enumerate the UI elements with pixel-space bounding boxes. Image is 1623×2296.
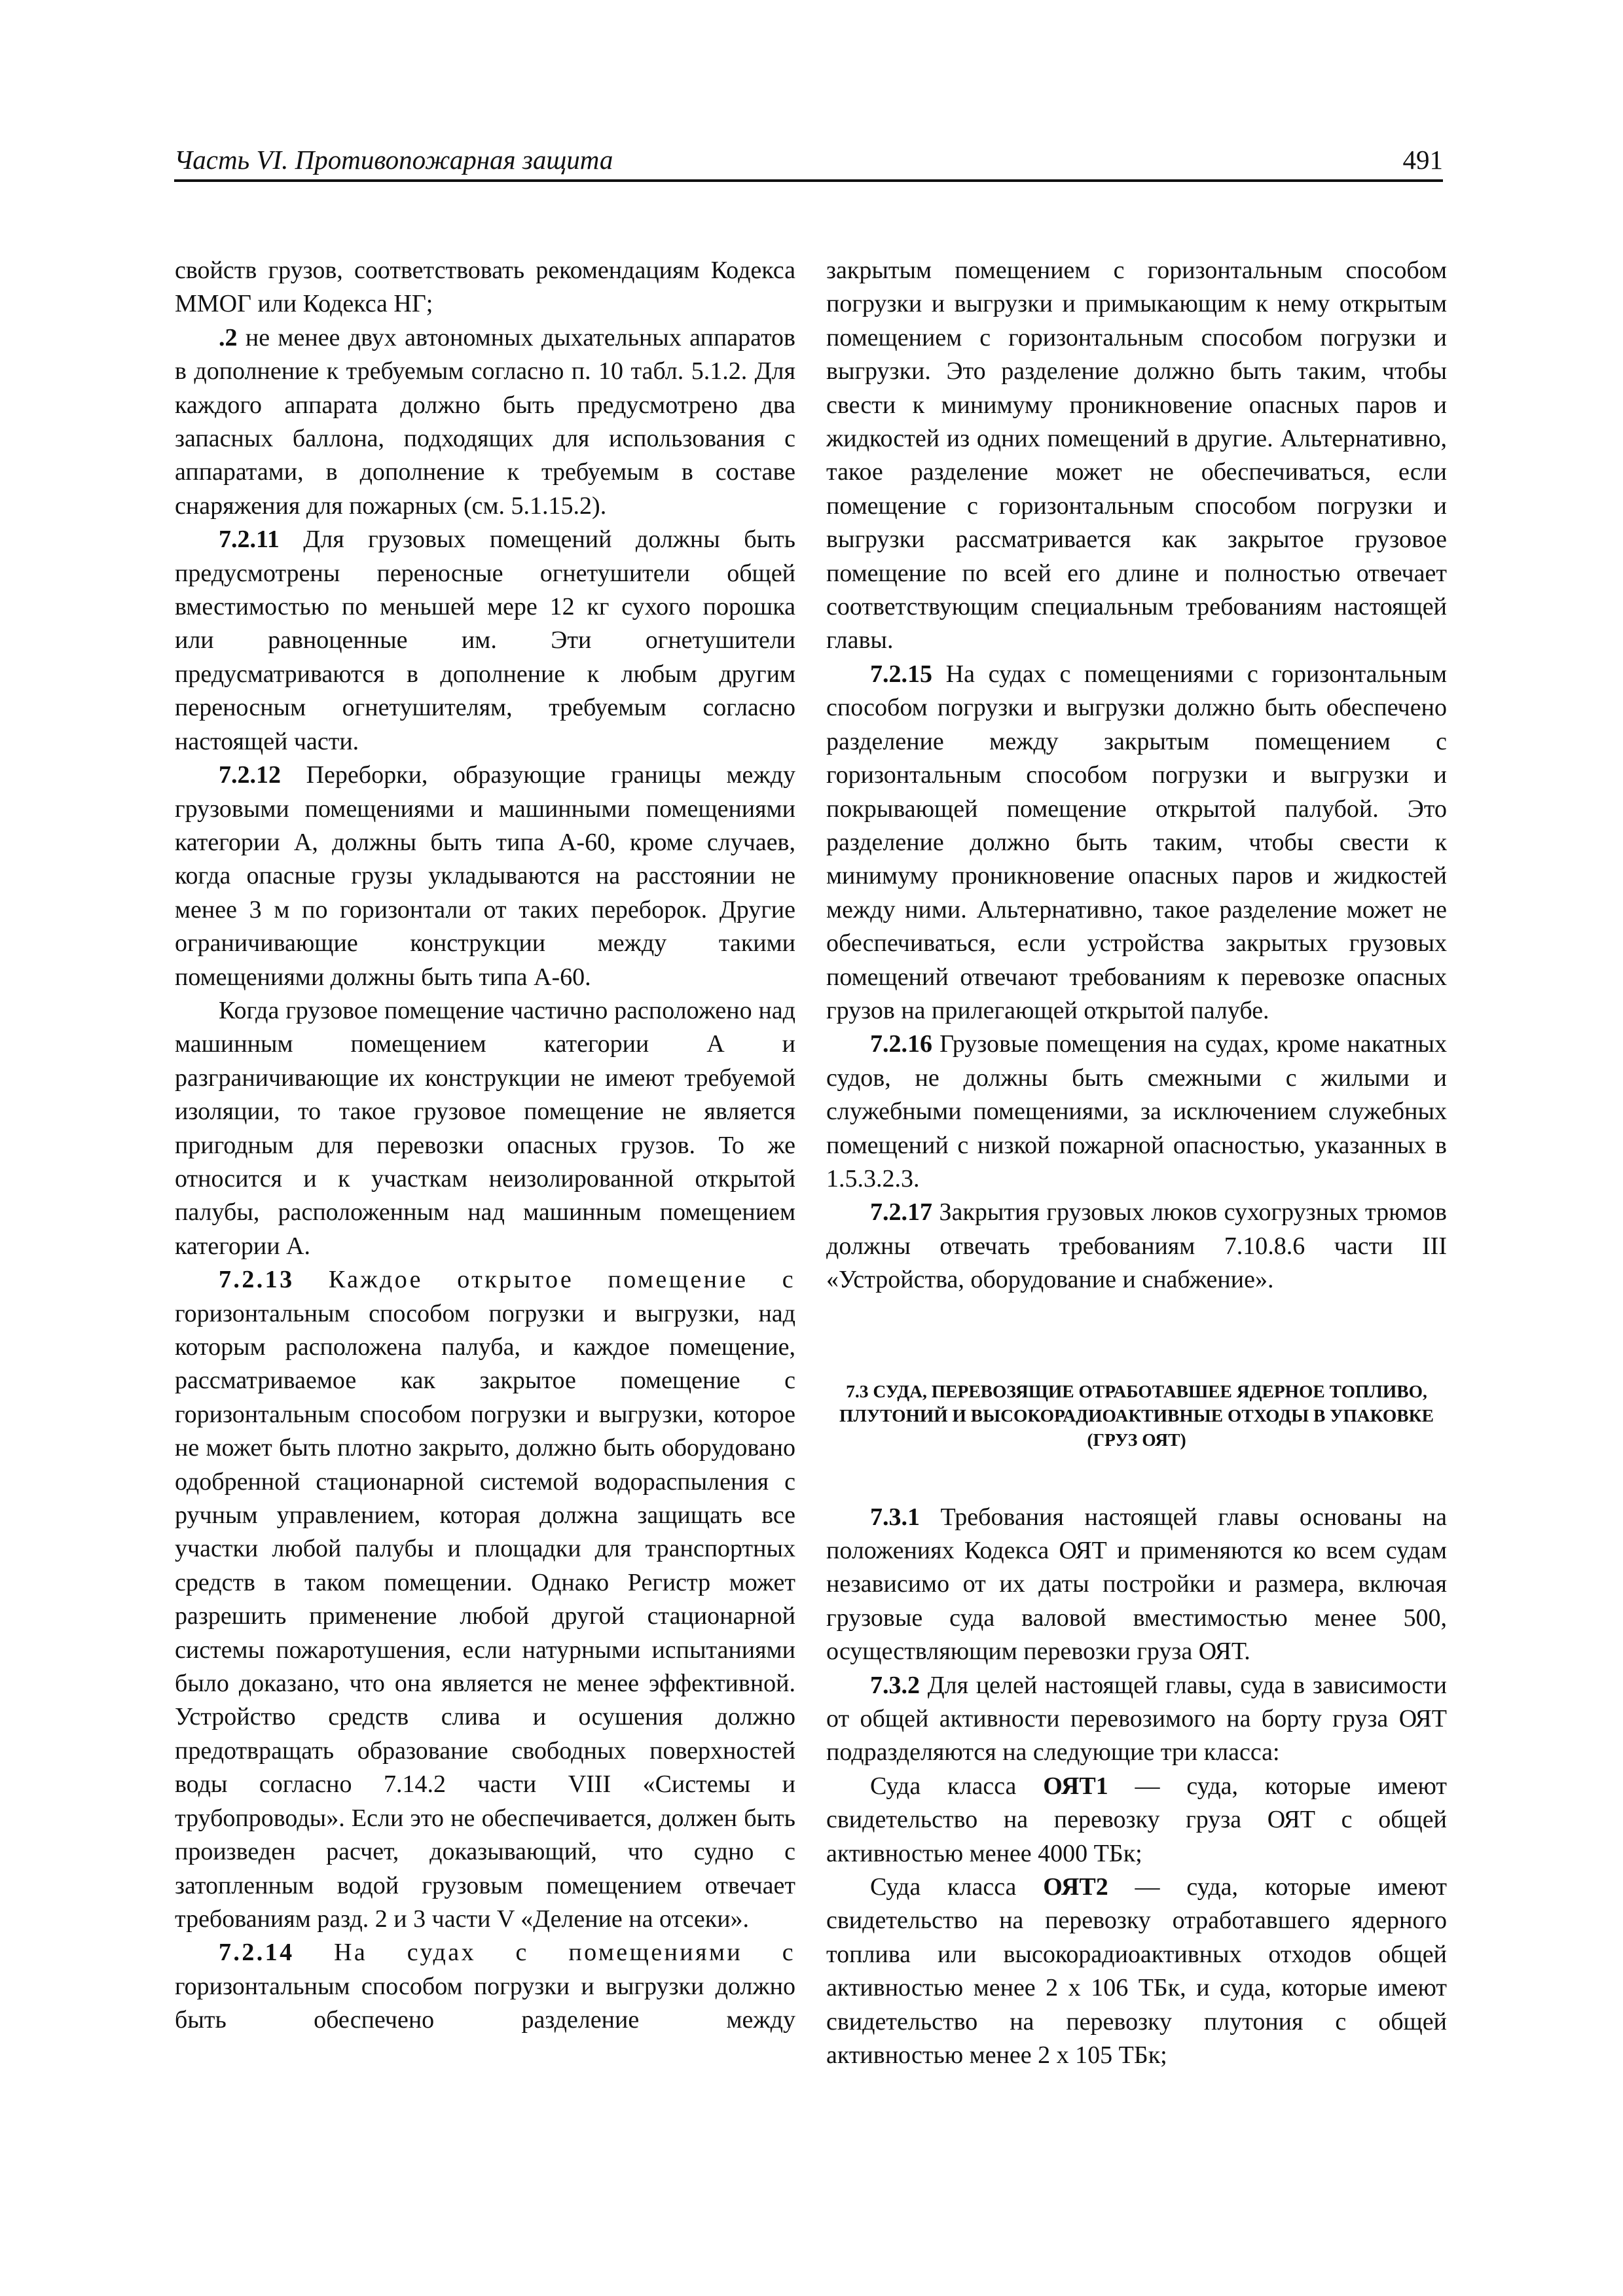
paragraph-text: закрытым помещением с горизонтальным способом погрузки и выгрузки и примыкающим к нему открытым помещением с горизонтальным способом погрузки и выгрузки. Это разделение должно быть таким, чтобы свести к минимуму проникновение опасных паров и жидкостей из одних помещений в другие. Альтернативно, такое разделение может не обеспечиваться, если помещение с горизонтальным способом погрузки и выгрузки рассматривается как закрытое грузовое помещение по всей его длине и полностью отвечает соответствующим специальным требованиям настоящей главы.	[826, 257, 1447, 655]
clause-number: 7.3.2	[870, 1671, 920, 1699]
paragraph-7-2-13	[175, 1297, 795, 1937]
item-number: .2	[219, 323, 238, 351]
header-part-title: Часть VI. Противопожарная защита	[174, 145, 613, 175]
paragraph-text: На судах с помещениями с	[294, 1939, 795, 1967]
paragraph-7-2-17	[826, 1196, 1447, 1297]
clause-number: 7.2.15	[870, 660, 932, 688]
clause-number: 7.2.17	[870, 1198, 932, 1227]
paragraph-text: не менее двух автономных дыхательных аппаратов в дополнение к требуемым согласно п. 10 табл. 5.1.2. Для каждого аппарата должно быть предусмотрено два запасных баллона, подходящих для использования с аппаратами, в дополнение к требуемым в составе снаряжения для пожарных (см. 5.1.15.2).	[175, 323, 795, 520]
running-header	[174, 143, 1443, 182]
paragraph-text: Суда класса	[870, 1772, 1044, 1800]
paragraph-7-2-13-lead	[175, 1263, 795, 1297]
paragraph-7-2-14-lead	[175, 1936, 795, 1969]
paragraph-text: горизонтальным способом погрузки и выгрузки должно быть обеспечено разделение между	[175, 1972, 795, 2034]
section-heading-7-3: 7.3 СУДА, ПЕРЕВОЗЯЩИЕ ОТРАБОТАВШЕЕ ЯДЕРНОЕ ТОПЛИВО, ПЛУТОНИЙ И ВЫСОКОРАДИОАКТИВНЫЕ ОТХОДЫ В УПАКОВКЕ (ГРУЗ ОЯТ)	[839, 1380, 1434, 1450]
page-number: 491	[1402, 145, 1443, 175]
paragraph	[175, 321, 795, 523]
paragraph-text: Каждое открытое помещение с	[294, 1266, 795, 1294]
paragraph-text: Требования настоящей главы основаны на положениях Кодекса ОЯТ и применяются ко всем судам независимо от их даты постройки и размера, включая грузовые суда валовой вместимостью менее 500, осуществляющим перевозки груза ОЯТ.	[826, 1503, 1447, 1666]
paragraph-text: горизонтальным способом погрузки и выгрузки, над которым расположена палуба, и каждое помещение, рассматриваемое как закрытое помещение с горизонтальным способом погрузки и выгрузки, которое не может быть плотно закрыто, должно быть оборудовано одобренной стационарной системой водораспыления с ручным управлением, которая должна защищать все участки любой палубы и площадки для транспортных средств в таком помещении. Однако Регистр может разрешить применение любой другой стационарной системы пожаротушения, если натурными испытаниями было доказано, что она является не менее эффективной. Устройство средств слива и осушения должно предотвращать образование свободных поверхностей воды согласно 7.14.2 части VIII «Системы и трубопроводы». Если это не обеспечивается, должен быть произведен расчет, доказывающий, что судно с затопленным водой грузовым помещением отвечает требованиям разд. 2 и 3 части V «Деление на отсеки».	[175, 1299, 795, 1933]
paragraph-7-2-15	[826, 658, 1447, 1028]
paragraph-7-2-12	[175, 759, 795, 994]
clause-number: 7.2.12	[219, 761, 281, 789]
right-column	[826, 254, 1447, 2073]
clause-number: 7.3.1	[870, 1503, 920, 1531]
paragraph-text: Грузовые помещения на судах, кроме накатных судов, не должны быть смежными с жилыми и служебными помещениями, за исключением служебных помещений с низкой пожарной опасностью, указанных в 1.5.3.2.3.	[826, 1030, 1447, 1193]
paragraph-text: — суда, которые имеют свидетельство на перевозку груза ОЯТ с общей активностью менее 4000 ТБк;	[826, 1772, 1448, 1867]
paragraph	[175, 254, 795, 321]
class-name: ОЯТ2	[1043, 1873, 1108, 1901]
paragraph-text: Для целей настоящей главы, суда в зависимости от общей активности перевозимого на борту груза ОЯТ подразделяются на следующие три класса:	[826, 1671, 1447, 1767]
paragraph-7-3-2	[826, 1669, 1447, 1770]
paragraph-7-2-11	[175, 523, 795, 759]
paragraph-text: Суда класса	[870, 1873, 1044, 1901]
paragraph-text: — суда, которые имеют свидетельство на перевозку отработавшего ядерного топлива или высокорадиоактивных отходов общей активностью менее 2 х 106 ТБк, и суда, которые имеют свидетельство на перевозку плутония с общей активностью менее 2 х 105 ТБк;	[826, 1873, 1448, 2070]
paragraph-7-2-16	[826, 1028, 1447, 1196]
paragraph-7-2-14	[175, 1970, 795, 2037]
paragraph	[826, 254, 1447, 658]
paragraph	[175, 994, 795, 1263]
paragraph-text: Когда грузовое помещение частично расположено над машинным помещением категории А и разграничивающие их конструкции не имеют требуемой изоляции, то такое грузовое помещение не является пригодным для перевозки опасных грузов. То же относится и к участкам неизолированной открытой палубы, расположенным над машинным помещением категории А.	[175, 996, 795, 1260]
paragraph-text: На судах с помещениями с горизонтальным способом погрузки и выгрузки должно быть обеспечено разделение между закрытым помещением с горизонтальным способом погрузки и выгрузки и покрывающей помещение открытой палубой. Это разделение должно быть таким, чтобы свести к минимуму проникновение опасных паров и жидкостей между ними. Альтернативно, такое разделение может не обеспечиваться, если устройства закрытых грузовых помещений отвечают требованиям к перевозке опасных грузов на прилегающей открытой палубе.	[826, 660, 1447, 1024]
clause-number: 7.2.13	[219, 1266, 295, 1294]
paragraph-class-1	[826, 1770, 1447, 1871]
paragraph-text: Закрытия грузовых люков сухогрузных трюмов должны отвечать требованиям 7.10.8.6 части III «Устройства, оборудование и снабжение».	[826, 1198, 1447, 1294]
paragraph-text: Для грузовых помещений должны быть предусмотрены переносные огнетушители общей вместимостью по меньшей мере 12 кг сухого порошка или равноценные им. Эти огнетушители предусматриваются в дополнение к любым другим переносным огнетушителям, требуемым согласно настоящей части.	[175, 526, 795, 755]
paragraph-class-2	[826, 1871, 1447, 2072]
clause-number: 7.2.16	[870, 1030, 932, 1058]
paragraph-text: Переборки, образующие границы между грузовыми помещениями и машинными помещениями категории А, должны быть типа А-60, кроме случаев, когда опасные грузы укладываются на расстоянии не менее 3 м по горизонтали от таких переборок. Другие ограничивающие конструкции между такими помещениями должны быть типа А-60.	[175, 761, 795, 991]
clause-number: 7.2.14	[219, 1939, 295, 1967]
paragraph-7-3-1	[826, 1501, 1447, 1669]
clause-number: 7.2.11	[219, 526, 280, 554]
class-name: ОЯТ1	[1043, 1772, 1108, 1800]
paragraph-text: свойств грузов, соответствовать рекомендациям Кодекса ММОГ или Кодекса НГ;	[175, 257, 795, 318]
left-column	[175, 254, 795, 2037]
